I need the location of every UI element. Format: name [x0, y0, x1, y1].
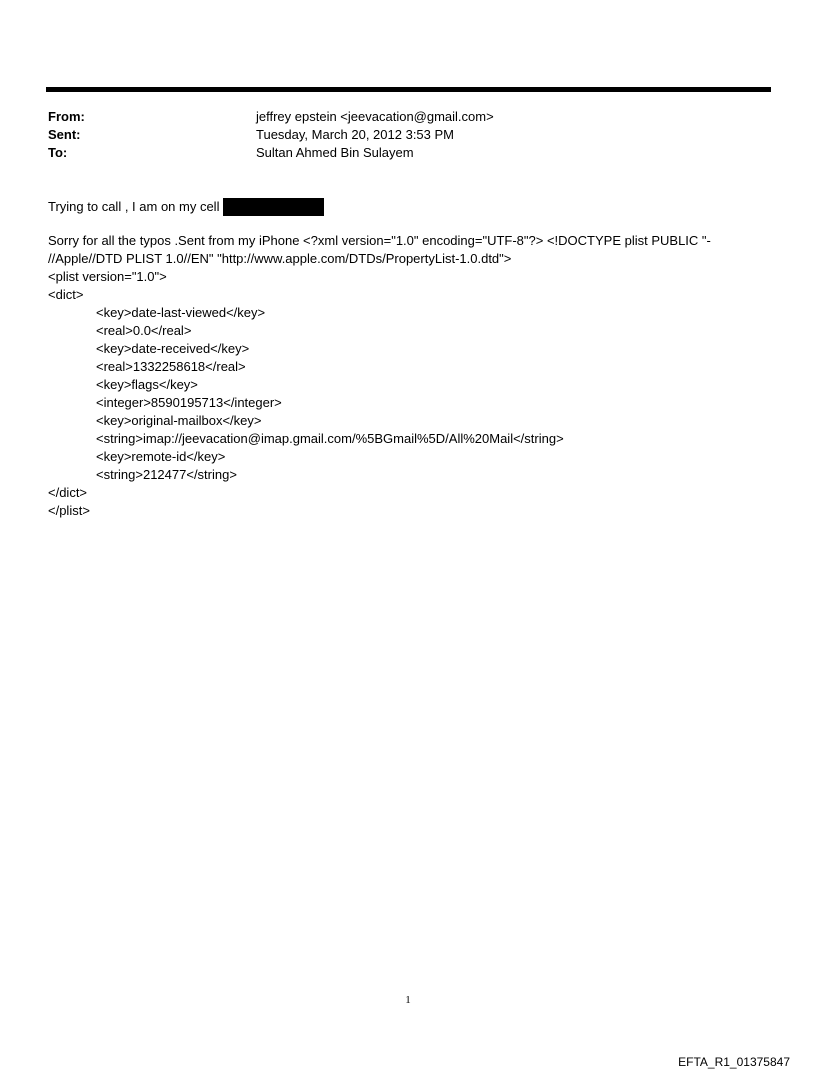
sent-row	[48, 126, 768, 144]
from-value: jeffrey epstein <jeevacation@gmail.com>	[256, 109, 494, 124]
dict-line: <real>1332258618</real>	[96, 359, 246, 374]
dict-line: <key>date-received</key>	[96, 341, 250, 356]
dict-line: <integer>8590195713</integer>	[96, 395, 282, 410]
sent-value: Tuesday, March 20, 2012 3:53 PM	[256, 127, 454, 142]
from-label: From:	[48, 109, 85, 124]
sent-label: Sent:	[48, 127, 81, 142]
plist-open: <plist version="1.0">	[48, 269, 167, 284]
header-divider	[46, 87, 771, 92]
body-line-call	[48, 198, 748, 216]
to-label: To:	[48, 145, 68, 160]
dict-open: <dict>	[48, 287, 84, 302]
dict-close: </dict>	[48, 485, 88, 500]
from-row	[48, 108, 768, 126]
dict-line: <key>remote-id</key>	[96, 449, 226, 464]
plist-close: </plist>	[48, 503, 90, 518]
to-row	[48, 144, 768, 162]
dict-line: <string>212477</string>	[96, 467, 237, 482]
redaction-box	[223, 198, 324, 216]
dict-line: <key>original-mailbox</key>	[96, 413, 262, 428]
dict-line: <string>imap://jeevacation@imap.gmail.com/%5BGmail%5D/All%20Mail</string>	[96, 431, 564, 446]
page-number: 1	[405, 994, 411, 1006]
email-body	[48, 198, 748, 520]
dict-line: <key>date-last-viewed</key>	[96, 305, 266, 320]
body-line-typos: Sorry for all the typos .Sent from my iPhone <?xml version="1.0" encoding="UTF-8"?> <!DOCTYPE plist PUBLIC "-	[48, 233, 711, 248]
email-header	[48, 108, 768, 162]
bates-number: EFTA_R1_01375847	[678, 1055, 790, 1069]
body-line-doctype: //Apple//DTD PLIST 1.0//EN" "http://www.apple.com/DTDs/PropertyList-1.0.dtd">	[48, 251, 512, 266]
to-value: Sultan Ahmed Bin Sulayem	[256, 145, 414, 160]
call-text: Trying to call , I am on my cell	[48, 199, 220, 214]
dict-line: <key>flags</key>	[96, 377, 198, 392]
dict-line: <real>0.0</real>	[96, 323, 192, 338]
